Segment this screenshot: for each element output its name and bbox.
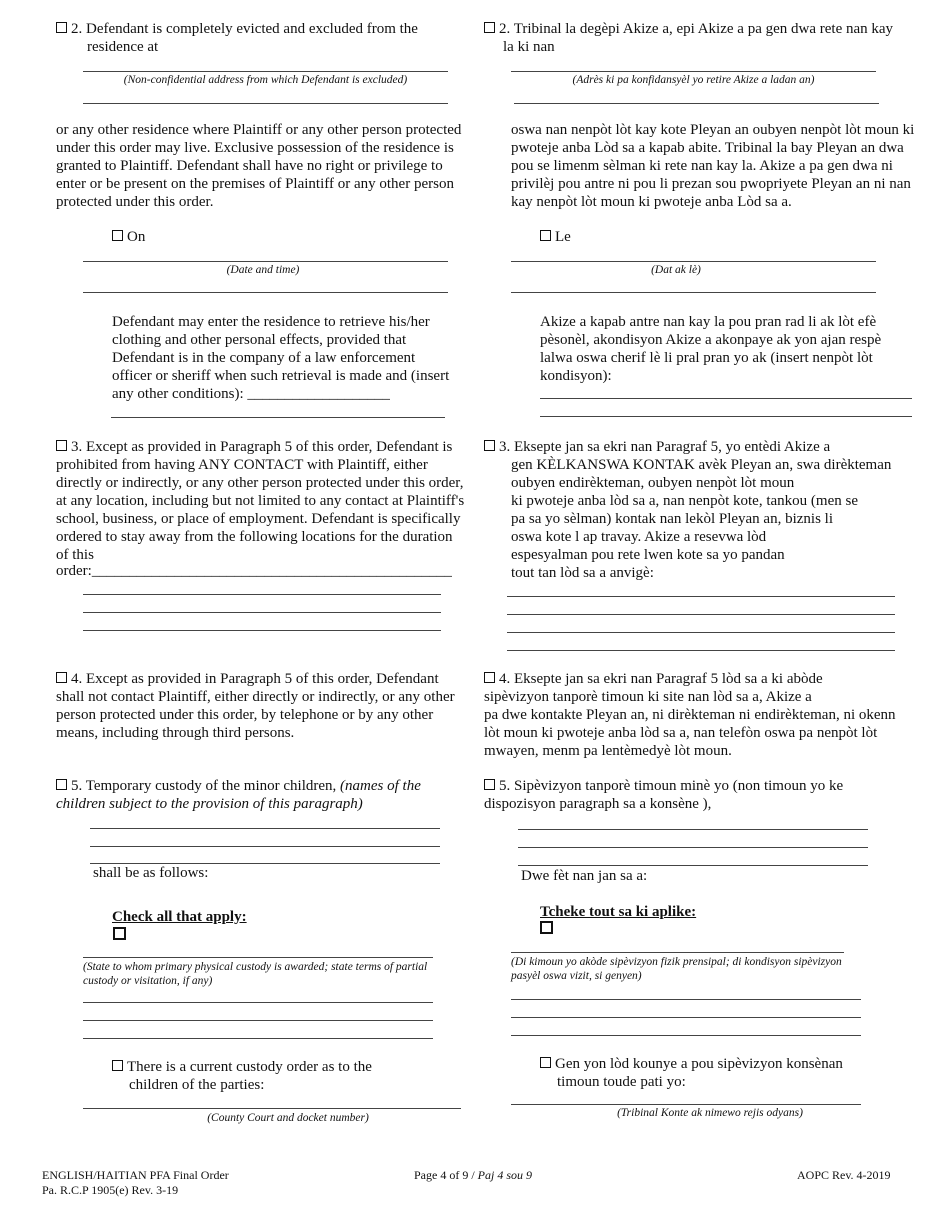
en-s5-italic: (names of the children subject to the provision of this paragraph) <box>56 778 421 812</box>
children-line-1[interactable] <box>90 828 440 829</box>
footer-rule-ref: Pa. R.C.P 1905(e) Rev. 3-19 <box>42 1183 179 1197</box>
en-s3-order: order:________________________________________________ <box>56 563 452 579</box>
ht-on-checkbox[interactable] <box>540 230 551 241</box>
ht-address-line-2[interactable] <box>514 103 879 104</box>
ht-locations-line-3[interactable] <box>507 632 895 633</box>
ht-s4-line-2: pa dwe kontakte Pleyan an, ni dirèkteman ni endirèkteman, ni okenn <box>484 707 896 723</box>
ht-s3-line-7: tout tan lòd sa a anvigè: <box>511 565 654 581</box>
en-current-order-1: There is a current custody order as to the <box>112 1058 372 1076</box>
custody-line-3[interactable] <box>83 1020 433 1021</box>
s2-checkbox[interactable] <box>56 22 67 33</box>
en-date-caption: (Date and time) <box>226 264 300 276</box>
ht-conditions-line-2[interactable] <box>540 416 912 417</box>
ht-custody-checkbox[interactable] <box>540 921 553 934</box>
on-checkbox[interactable] <box>112 230 123 241</box>
ht-s3-line-1: gen KÈLKANSWA KONTAK avèk Pleyan an, swa dirèkteman <box>511 457 892 473</box>
en-county-caption: (County Court and docket number) <box>207 1112 369 1124</box>
ht-locations-line-2[interactable] <box>507 614 895 615</box>
en-s5-heading: 5. Temporary custody of the minor children, (names of the children subject to the provision of this paragraph) <box>56 778 421 812</box>
ht-s3-line-4: pa sa yo sèlman) kontak nan lekòl Pleyan an, biznis li <box>511 511 834 527</box>
ht-s2-line2: la ki nan <box>503 39 555 55</box>
ht-s3-line-3: ki pwoteje anba lòd sa a, nan nenpòt kote, tankou (men se <box>511 493 858 509</box>
ht-s4-line-3: lòt moun ki pwoteje anba lòd sa a, nan telefòn oswa pa nenpòt lòt <box>484 725 878 741</box>
ht-locations-line-1[interactable] <box>507 596 895 597</box>
address-line-2[interactable] <box>83 103 448 104</box>
ht-county-caption: (Tribinal Konte ak nimewo rejis odyans) <box>617 1107 803 1119</box>
en-custody-caption: (State to whom primary physical custody is awarded; state terms of partial custody or visitation, if any) <box>83 961 428 987</box>
ht-s4-line-0: 4. Eksepte jan sa ekri nan Paragraf 5 lòd sa a ki abòde <box>484 670 823 688</box>
ht-current-order-2: timoun toude pati yo: <box>557 1074 686 1090</box>
ht-s2-paragraph: oswa nan nenpòt lòt kay kote Pleyan an oubyen nenpòt lòt moun ki pwoteje anba Lòd sa a kapab abite. Tribinal la bay Pleyan an dwa pou se limenm sèlman ki rete nan kay la. Akize a pa gen dwa ni privilèj pou antre ni pou li prezan sou pwopriyete Pleyan an ni nan kay nenpòt lòt moun ki pwoteje anba Lòd sa a. <box>511 122 915 210</box>
en-current-order-2: children of the parties: <box>129 1077 265 1093</box>
ht-locations-line-4[interactable] <box>507 650 895 651</box>
conditions-line[interactable] <box>111 417 445 418</box>
locations-line-2[interactable] <box>83 612 441 613</box>
custody-line-4[interactable] <box>83 1038 433 1039</box>
ht-date-line-2[interactable] <box>511 292 876 293</box>
ht-custody-line[interactable] <box>511 952 844 953</box>
ht-s3-line-0: 3. Eksepte jan sa ekri nan Paragraf 5, yo entèdi Akize a <box>484 438 830 456</box>
footer-revision: AOPC Rev. 4-2019 <box>797 1168 891 1182</box>
en-address-caption: (Non-confidential address from which Defendant is excluded) <box>123 74 408 86</box>
ht-retrieve-paragraph: Akize a kapab antre nan kay la pou pran rad li ak lòt efè pèsonèl, akondisyon Akize a akonpaye ak yon ajan respè lalwa oswa cherif lè li pral pran yo ak (insert nenpòt lòt kondisyon): <box>540 314 882 384</box>
custody-line-2[interactable] <box>83 1002 433 1003</box>
ht-county-line[interactable] <box>511 1104 861 1105</box>
en-retrieve-paragraph: Defendant may enter the residence to retrieve his/her clothing and other personal effects, provided that Defendant is in the company of a law enforcement officer or sheriff when such retrieval is made and (insert any other conditions): ___________________ <box>112 314 450 402</box>
ht-date-caption: (Dat ak lè) <box>651 264 701 276</box>
s4-checkbox[interactable] <box>56 672 67 683</box>
s5-checkbox[interactable] <box>56 779 67 790</box>
ht-current-order-checkbox[interactable] <box>540 1057 551 1068</box>
locations-line-3[interactable] <box>83 630 441 631</box>
ht-s3-line-5: oswa kote l ap travay. Akize a resevwa lòd <box>511 529 767 545</box>
ht-s5-line-1: 5. Sipèvizyon tanporè timoun minè yo (non timoun yo ke <box>484 777 843 795</box>
ht-address-line[interactable] <box>511 71 876 72</box>
date-line-2[interactable] <box>83 292 448 293</box>
ht-on-label: Le <box>540 228 571 246</box>
ht-address-caption: (Adrès ki pa konfidansyèl yo retire Akize a ladan an) <box>572 74 815 86</box>
en-shall-follow: shall be as follows: <box>93 865 209 881</box>
ht-children-line-3[interactable] <box>518 865 868 866</box>
custody-line[interactable] <box>83 957 433 958</box>
ht-s2-line1: 2. Tribinal la degèpi Akize a, epi Akize a pa gen dwa rete nan kay <box>484 20 893 38</box>
ht-children-line-1[interactable] <box>518 829 868 830</box>
en-s2-line1: 2. Defendant is completely evicted and excluded from the <box>56 20 418 38</box>
footer-page-number: Page 4 of 9 / Paj 4 sou 9 <box>414 1168 532 1182</box>
ht-s3-checkbox[interactable] <box>484 440 495 451</box>
children-line-2[interactable] <box>90 846 440 847</box>
s3-checkbox[interactable] <box>56 440 67 451</box>
footer-form-title: ENGLISH/HAITIAN PFA Final Order <box>42 1168 229 1182</box>
ht-s4-line-1: sipèvizyon tanporè timoun ki site nan lòd sa a, Akize a <box>484 689 812 705</box>
current-order-checkbox[interactable] <box>112 1060 123 1071</box>
ht-s2-checkbox[interactable] <box>484 22 495 33</box>
en-s4-paragraph: 4. Except as provided in Paragraph 5 of this order, Defendant shall not contact Plaintiff, either directly or indirectly, or any other person protected under this order, by telephone or by any other means, including through third persons. <box>56 671 455 741</box>
ht-children-line-2[interactable] <box>518 847 868 848</box>
date-line[interactable] <box>83 261 448 262</box>
locations-line-1[interactable] <box>83 594 441 595</box>
ht-s3-line-2: oubyen endirèkteman, oubyen nenpòt lòt moun <box>511 475 795 491</box>
county-line[interactable] <box>83 1108 461 1109</box>
ht-check-all: Tcheke tout sa ki aplike: <box>540 904 697 920</box>
ht-custody-caption: (Di kimoun yo akòde sipèvizyon fizik prensipal; di kondisyon sipèvizyon pasyèl oswa vizit, si genyen) <box>511 956 842 982</box>
ht-s5-line-2: dispozisyon paragraph sa a konsène ), <box>484 796 712 812</box>
ht-custody-line-3[interactable] <box>511 1017 861 1018</box>
ht-custody-line-2[interactable] <box>511 999 861 1000</box>
ht-s4-checkbox[interactable] <box>484 672 495 683</box>
ht-shall-follow: Dwe fèt nan jan sa a: <box>521 868 648 884</box>
ht-custody-line-4[interactable] <box>511 1035 861 1036</box>
ht-current-order-1: Gen yon lòd kounye a pou sipèvizyon konsènan <box>540 1055 843 1073</box>
address-line[interactable] <box>83 71 448 72</box>
en-check-all: Check all that apply: <box>112 909 247 925</box>
footer-page-ht: Paj 4 sou 9 <box>477 1168 532 1182</box>
custody-checkbox[interactable] <box>113 927 126 940</box>
ht-conditions-line-1[interactable] <box>540 398 912 399</box>
en-s2-line2: residence at <box>87 39 159 55</box>
ht-date-line[interactable] <box>511 261 876 262</box>
en-s2-paragraph: or any other residence where Plaintiff or any other person protected under this order may live. Exclusive possession of the residence is granted to Plaintiff. Defendant shall have no right or privilege to enter or be present on the premises of Plaintiff or any other person protected under this order. <box>56 122 462 210</box>
en-s3-paragraph: 3. Except as provided in Paragraph 5 of this order, Defendant is prohibited from having ANY CONTACT with Plaintiff, either directly or indirectly, or any other person protected under this order, at any location, including but not limited to any contact at Plaintiff's school, business, or place of employment. Defendant is specifically ordered to stay away from the following locations for the duration of this <box>56 439 465 563</box>
ht-s4-line-4: mwayen, menm pa lentèmedyè lòt moun. <box>484 743 732 759</box>
ht-s3-line-6: espesyalman pou rete lwen kote sa yo pandan <box>511 547 785 563</box>
ht-s5-checkbox[interactable] <box>484 779 495 790</box>
en-on-label: On <box>112 228 145 246</box>
